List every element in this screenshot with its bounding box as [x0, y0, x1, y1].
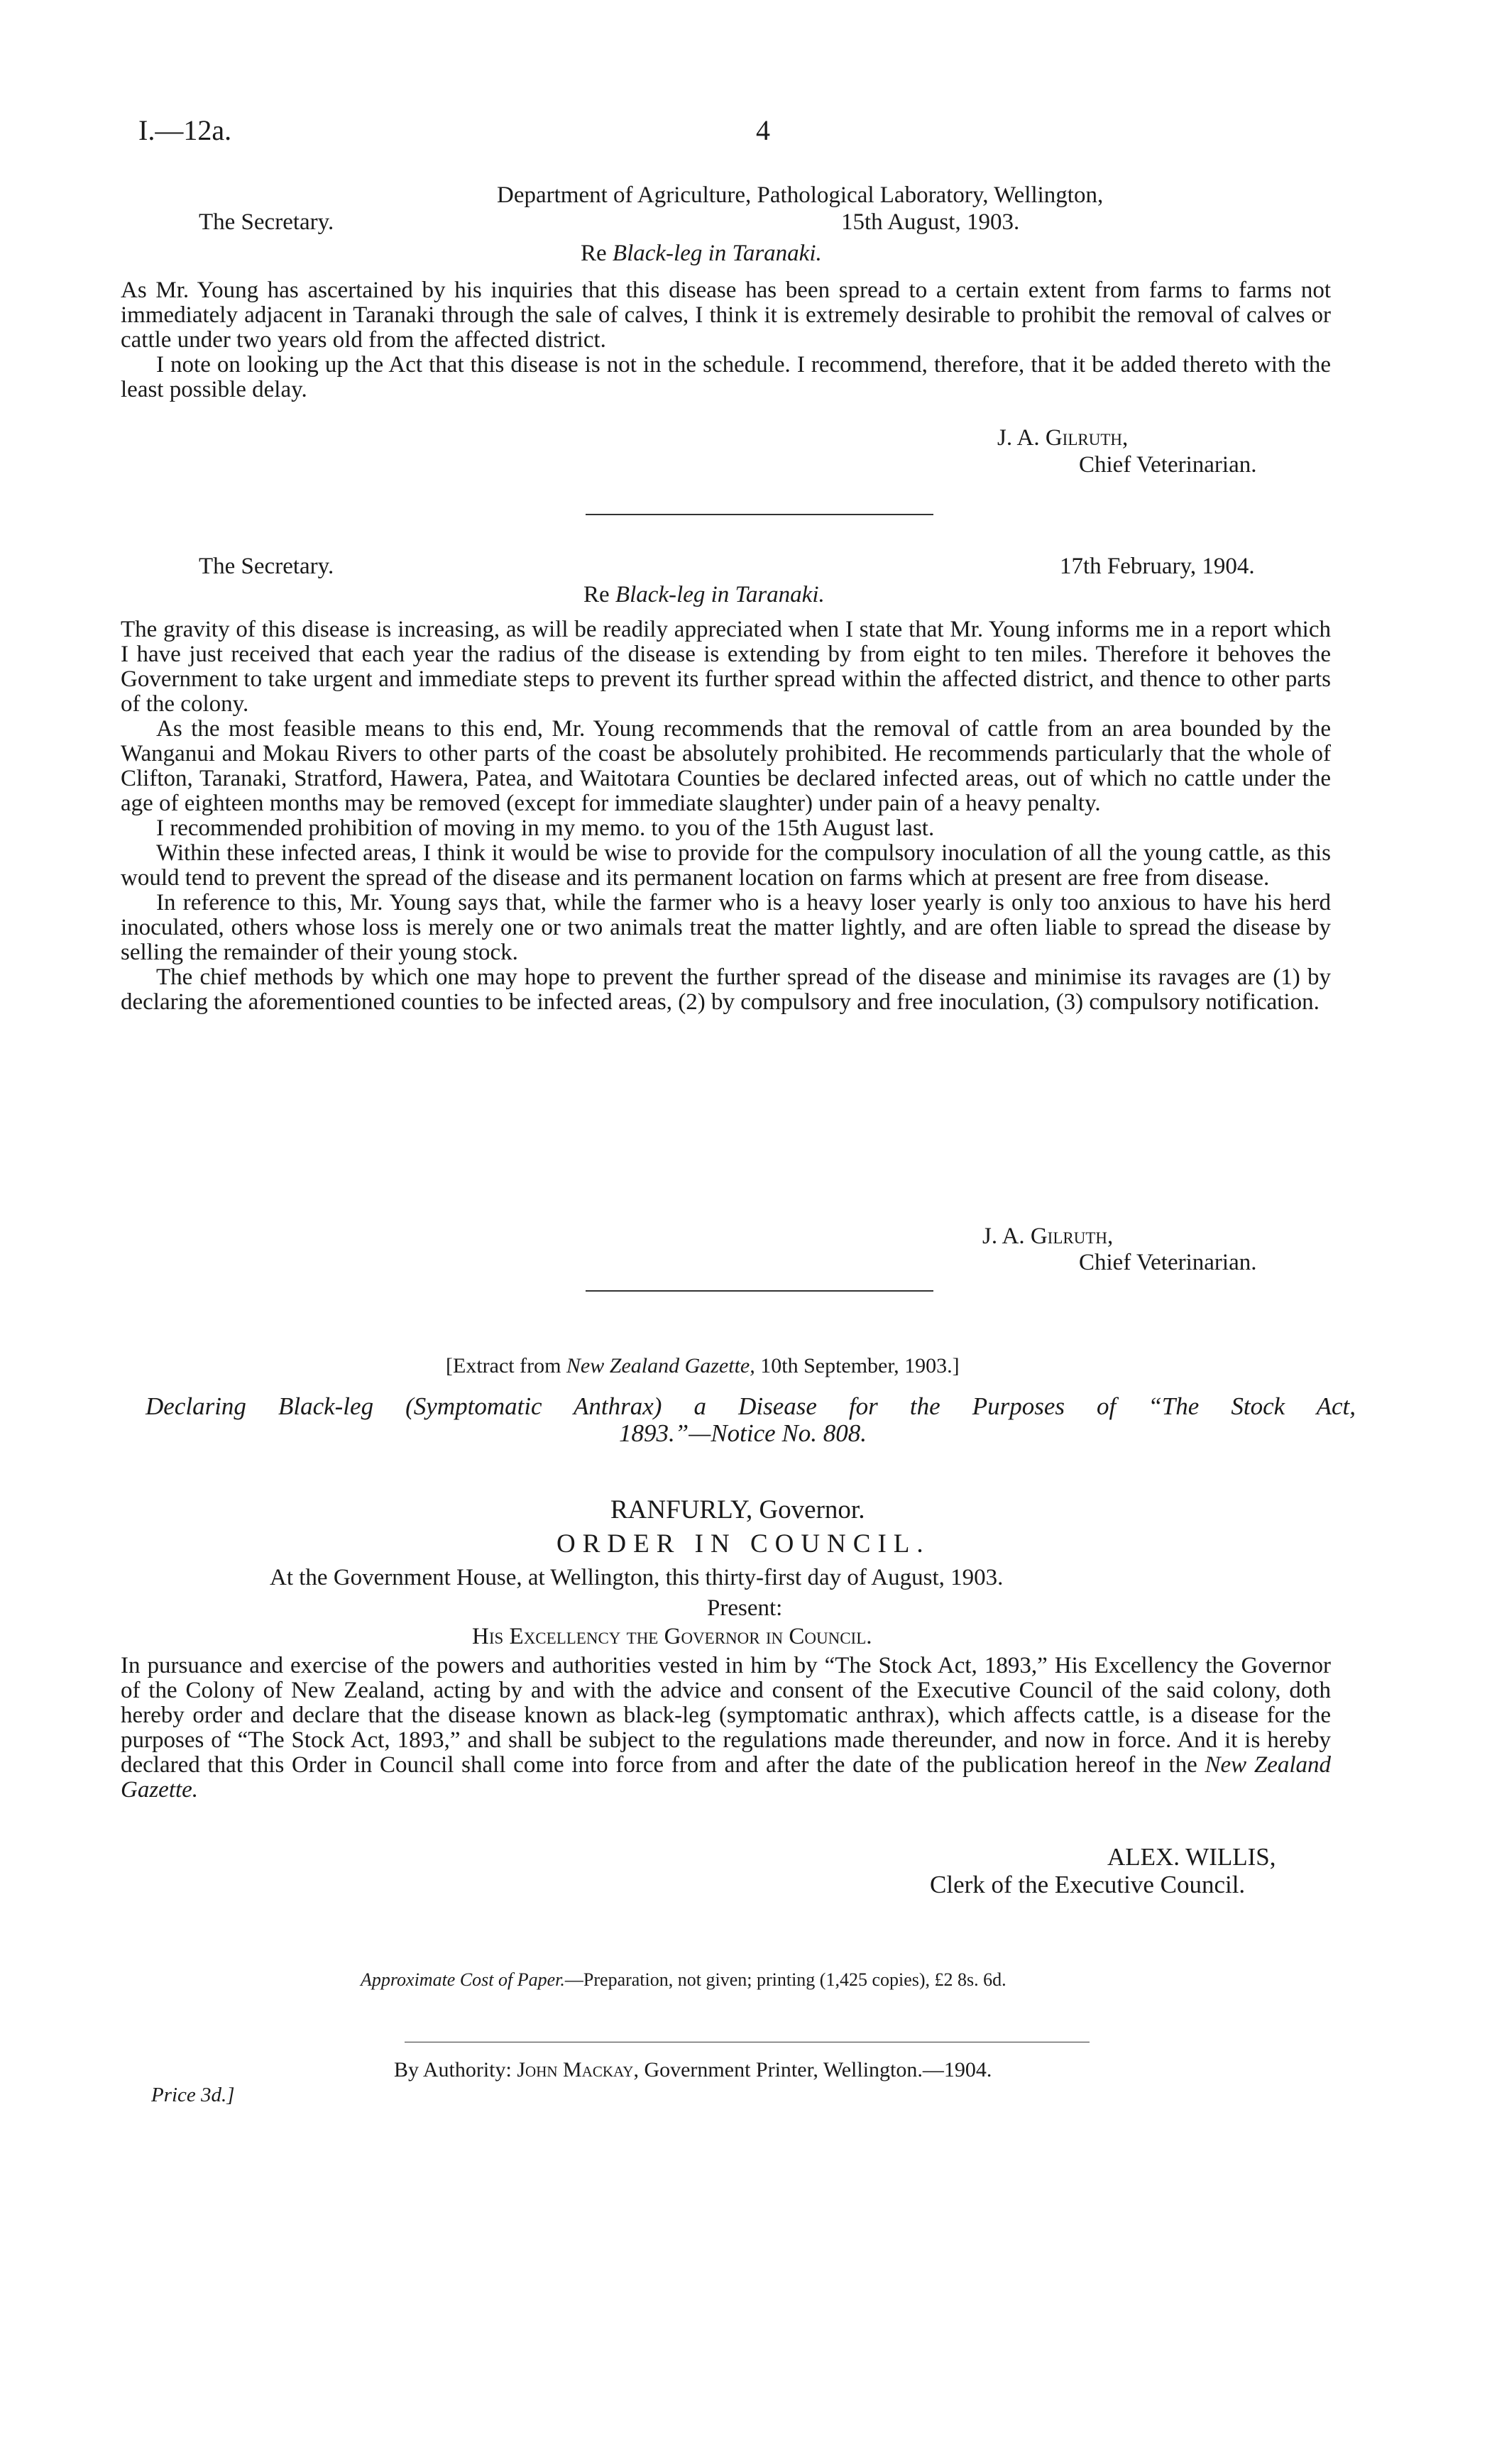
memo1-signer-title: Chief Veterinarian. — [1079, 452, 1257, 478]
council-line: His Excellency the Governor in Council. — [472, 1624, 872, 1649]
memo2-body — [121, 617, 1331, 1015]
memo1-from-line: Department of Agriculture, Pathological Laboratory, Wellington, — [497, 182, 1104, 208]
authority-prefix: By Authority: — [394, 2058, 512, 2081]
order-text: In pursuance and exercise of the powers and authorities vested in him by “The Stock Act, 1893,” His Excellency the Governor of the Colony of New Zealand, acting by and with the advice and consent of the Executive Council of the said colony, doth hereby order and declare that the disease known as black-leg (symptomatic anthrax), which affects cattle, is a disease for the purposes of “The Stock Act, 1893,” and shall be subject to the regulations made thereunder, and now in force. And it is hereby declared that this Order in Council shall come into force from and after the date of the publication hereof in the — [121, 1653, 1331, 1778]
memo2-paragraph: The gravity of this disease is increasing, as will be readily appreciated when I state that Mr. Young informs me in a report which I have just received that each year the radius of the disease is extending by from eight to ten miles. Therefore it behoves the Government to take urgent and immediate steps to prevent its further spread within the affected district, and thence to other parts of the colony. — [121, 617, 1331, 717]
memo2-date: 17th February, 1904. — [1060, 554, 1255, 579]
order-place-date: At the Government House, at Wellington, this thirty-first day of August, 1903. — [270, 1565, 1004, 1590]
section-divider — [586, 514, 933, 515]
printer-name: John Mackay, — [517, 2058, 639, 2081]
cost-text: —Preparation, not given; printing (1,425 copies), £2 8s. 6d. — [564, 1969, 1006, 1990]
clerk-name: ALEX. WILLIS, — [1107, 1843, 1276, 1871]
section-divider — [586, 1290, 933, 1292]
memo1-addressee: The Secretary. — [199, 209, 334, 235]
memo1-re-prefix: Re — [581, 241, 607, 266]
cost-label: Approximate Cost of Paper. — [361, 1969, 565, 1990]
memo2-paragraph: As the most feasible means to this end, Mr. Young recommends that the removal of cattle from an area bounded by the Wanganui and Mokau Rivers to other parts of the coast be absolutely prohibited. He recommends particularly that the whole of Clifton, Taranaki, Stratford, Hawera, Patea, and Waitotara Counties be declared infected areas, out of which no cattle under the age of eighteen months may be removed (except for immediate slaughter) under pain of a heavy penalty. — [121, 716, 1331, 816]
memo2-signer-title: Chief Veterinarian. — [1079, 1250, 1257, 1275]
memo2-signer: J. A. Gilruth, — [982, 1223, 1114, 1249]
clerk-title: Clerk of the Executive Council. — [930, 1871, 1246, 1898]
cost-of-paper — [361, 1969, 1006, 1991]
memo1-signer: J. A. Gilruth, — [997, 425, 1129, 451]
present-label: Present: — [707, 1595, 783, 1621]
page-number: 4 — [756, 114, 770, 146]
memo2-paragraph: Within these infected areas, I think it would be wise to provide for the compulsory inoculation of all the young cattle, as this would tend to prevent the spread of the disease and its permanent location on farms which at present are free from disease. — [121, 840, 1331, 891]
memo1-date: 15th August, 1903. — [841, 209, 1020, 235]
gazette-extract-note — [446, 1354, 960, 1378]
memo2-paragraph: In reference to this, Mr. Young says that, while the farmer who is a heavy loser yearly is only too anxious to have his herd inoculated, others whose loss is merely one or two animals treat the matter lightly, and are often liable to spread the disease by selling the remainder of their young stock. — [121, 890, 1331, 965]
order-paragraph — [121, 1654, 1331, 1803]
extract-prefix: [Extract from — [446, 1354, 561, 1377]
memo2-paragraph: I recommended prohibition of moving in my memo. to you of the 15th August last. — [156, 815, 935, 841]
order-body — [121, 1654, 1331, 1803]
memo1-paragraph: As Mr. Young has ascertained by his inquiries that this disease has been spread to a certain extent from farms to farms not immediately adjacent in Taranaki through the sale of calves, I think it is extremely desirable to prohibit the removal of calves or cattle under two years old from the affected district. — [121, 277, 1331, 353]
price: Price 3d.] — [151, 2084, 235, 2106]
notice-title-line-2: 1893.”—Notice No. 808. — [619, 1419, 867, 1447]
memo1-body — [121, 278, 1331, 402]
extract-source: New Zealand Gazette, — [566, 1354, 755, 1377]
memo1-paragraph: I note on looking up the Act that this disease is not in the schedule. I recommend, therefore, that it be added thereto with the least possible delay. — [121, 352, 1331, 402]
document-reference: I.—12a. — [138, 114, 232, 146]
memo1-re-subject: Black-leg in Taranaki. — [612, 241, 822, 266]
notice-title-line-1: Declaring Black-leg (Symptomatic Anthrax) a Disease for the Purposes of “The Stock Act, — [146, 1392, 1356, 1420]
memo2-re-subject: Black-leg in Taranaki. — [615, 582, 825, 607]
order-heading: ORDER IN COUNCIL. — [556, 1529, 931, 1558]
memo2-re-prefix: Re — [583, 582, 610, 607]
memo2-subject — [583, 583, 825, 607]
memo2-paragraph: The chief methods by which one may hope to prevent the further spread of the disease and minimise its ravages are (1) by declaring the aforementioned counties to be infected areas, (2) by compulsory and free inoculation, (3) compulsory notification. — [121, 964, 1331, 1015]
printer-authority — [394, 2058, 992, 2082]
memo1-subject — [581, 241, 822, 266]
memo2-addressee: The Secretary. — [199, 554, 334, 579]
extract-date: 10th September, 1903.] — [760, 1354, 960, 1377]
order-gazette-name: New Zealand Gazette. — [121, 1752, 1332, 1803]
printer-details: Government Printer, Wellington.—1904. — [644, 2058, 992, 2081]
governor-name: RANFURLY, Governor. — [610, 1495, 865, 1524]
